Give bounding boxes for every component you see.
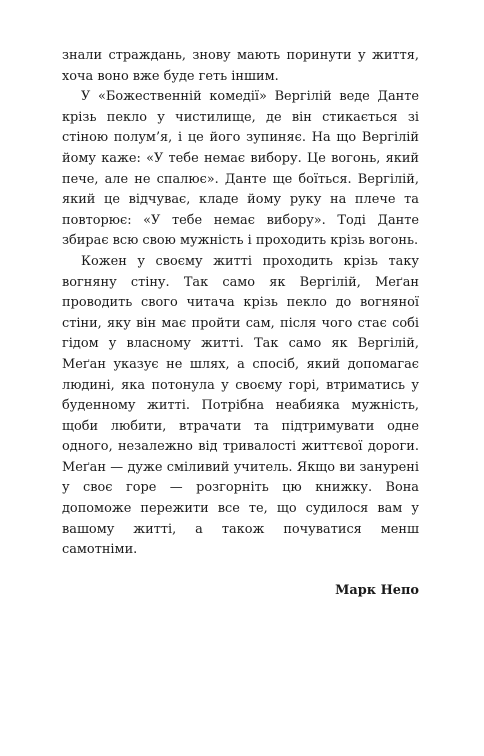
- paragraph-fire-wall: Кожен у своєму житті проходить крізь таку вогняну стіну. Так само як Вергілій, Меґан проводить свого читача крізь пекло до вогняної стіни, яку він має пройти сам, після чого стає собі гідом у власному житті. Так само як Вергілій, Меґан указує не шлях, а спосіб, який допомагає людині, яка потонула у своєму горі, втриматись у буденному житті. Потрібна неабияка мужність, щоби любити, втрачати та підтримувати одне одного, незалежно від тривалості життєвої дороги. Меґан — дуже сміливий учитель. Якщо ви занурені у своє горе — розгорніть цю книжку. Вона допоможе пережити все те, що судилося вам у вашому житті, а також почуватися менш самотніми.: [62, 253, 419, 558]
- book-page: [62, 46, 419, 601]
- paragraph-divine-comedy: У «Божественній комедії» Вергілій веде Данте крізь пекло у чистилище, де він стикається зі стіною полум’я, і це його зупиняє. На що Вергілій йому каже: «У тебе немає вибору. Це вогонь, який пече, але не спалює». Данте ще боїться. Вергілій, який це відчуває, кладе йому руку на плече та повторює: «У тебе немає вибору». Тоді Данте збирає всю свою мужність і проходить крізь вогонь.: [62, 89, 419, 249]
- paragraph-continuation: знали страждань, знову мають поринути у життя, хоча воно вже буде геть іншим.: [62, 48, 419, 84]
- author-signature: Марк Непо: [335, 582, 419, 598]
